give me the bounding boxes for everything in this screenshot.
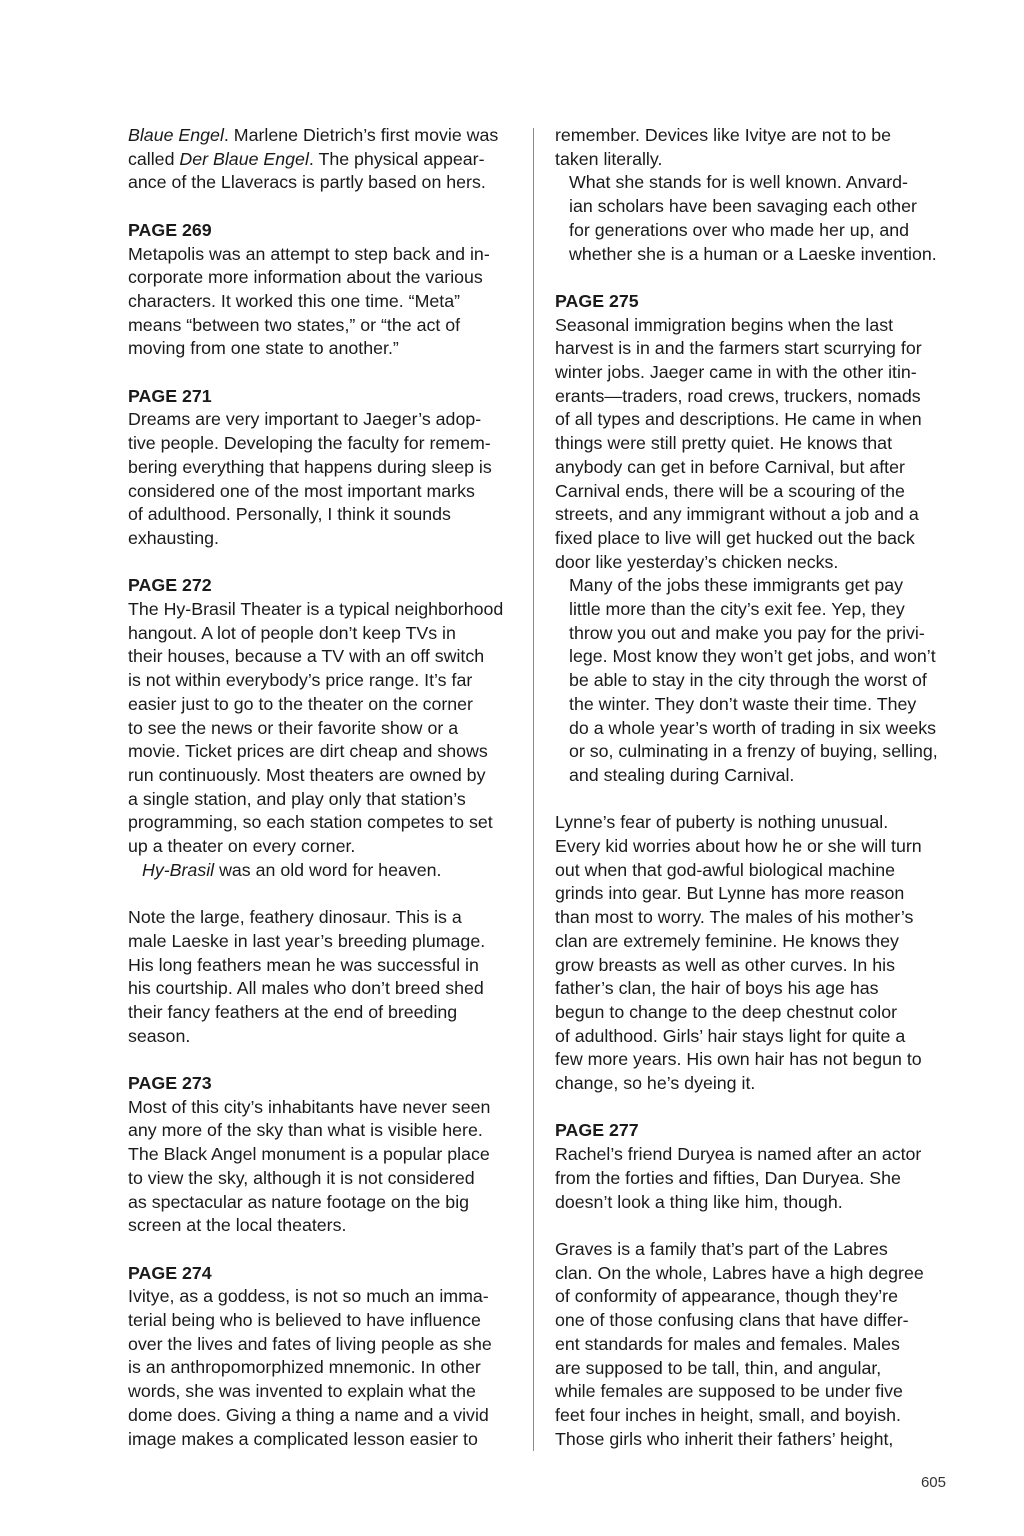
text-line: Every kid worries about how he or she will turn (555, 836, 922, 857)
text-line: remember. Devices like Ivitye are not to be (555, 125, 892, 145)
text-line: erants—traders, road crews, truckers, nomads (555, 385, 921, 406)
text-line: Most of this city’s inhabitants have never seen (128, 1096, 491, 1117)
section-heading-page-275: PAGE 275 (555, 290, 639, 311)
text-line: Lynne’s fear of puberty is nothing unusual. (555, 812, 889, 833)
text-line: terial being who is believed to have influence (128, 1310, 481, 1331)
text-line: up a theater on every corner. (128, 836, 356, 857)
text-line: called Der Blaue Engel. The physical appear- (128, 148, 485, 169)
text-line: Rachel’s friend Duryea is named after an actor (555, 1144, 922, 1165)
text-line: Those girls who inherit their fathers’ height, (555, 1428, 894, 1449)
text-line: while females are supposed to be under five (555, 1381, 903, 1402)
text-line: doesn’t look a thing like him, though. (555, 1191, 843, 1212)
intro-paragraph (128, 124, 520, 195)
text-line: tive people. Developing the faculty for remem- (128, 433, 491, 454)
text-line: easier just to go to the theater on the corner (128, 693, 473, 714)
text-line: Ivitye, as a goddess, is not so much an imma- (128, 1286, 489, 1307)
lynne-paragraph (555, 811, 947, 1095)
italic-title: Der Blaue Engel (179, 148, 309, 169)
text-line: grinds into gear. But Lynne has more reason (555, 883, 905, 904)
text-line: little more than the city’s exit fee. Yep, they (569, 599, 905, 620)
text-line: Dreams are very important to Jaeger’s adop- (128, 409, 482, 430)
text-line: their houses, because a TV with an off switch (128, 646, 485, 667)
italic-title: Hy-Brasil (142, 859, 215, 880)
text-line: dome does. Giving a thing a name and a vivid (128, 1404, 489, 1425)
text-line: throw you out and make you pay for the privi- (569, 622, 925, 643)
section-note-page-272: Hy-Brasil was an old word for heaven. (142, 859, 442, 880)
text-line: to see the news or their favorite show or a (128, 717, 459, 738)
section-body-page-269 (128, 243, 520, 362)
text-line: of adulthood. Personally, I think it sounds (128, 504, 451, 525)
text-line: streets, and any immigrant without a job and a (555, 504, 919, 525)
right-column (555, 124, 947, 1451)
text-line: moving from one state to another.” (128, 338, 399, 359)
text-line: movie. Ticket prices are dirt cheap and shows (128, 741, 488, 762)
text-line: image makes a complicated lesson easier to (128, 1428, 478, 1449)
text-line: male Laeske in last year’s breeding plumage. (128, 930, 486, 951)
text-line: Seasonal immigration begins when the last (555, 314, 894, 335)
text-line: things were still pretty quiet. He knows that (555, 433, 893, 454)
text-line: fixed place to live will get hucked out the back (555, 527, 915, 548)
text-line: The Black Angel monument is a popular place (128, 1144, 490, 1165)
text-line: and stealing during Carnival. (569, 764, 795, 785)
dinosaur-note (128, 906, 520, 1048)
text-line: Graves is a family that’s part of the Labres (555, 1238, 888, 1259)
text-line: harvest is in and the farmers start scurrying for (555, 338, 922, 359)
text-line: ian scholars have been savaging each other (569, 196, 917, 217)
section-heading-page-269: PAGE 269 (128, 219, 212, 240)
text-line: of conformity of appearance, though they’re (555, 1286, 898, 1307)
text-line: from the forties and fifties, Dan Duryea. She (555, 1167, 901, 1188)
text-line: or so, culminating in a frenzy of buying, selling, (569, 741, 938, 762)
text-line: bering everything that happens during sleep is (128, 456, 492, 477)
text-line: to view the sky, although it is not considered (128, 1167, 475, 1188)
text-line: Metapolis was an attempt to step back and in- (128, 243, 490, 264)
text-line: taken literally. (555, 148, 663, 169)
continued-paragraph-indented (555, 171, 947, 266)
text-line: words, she was invented to explain what the (128, 1381, 476, 1402)
text-line: out when that god-awful biological machine (555, 859, 896, 880)
text-line: a single station, and play only that station’s (128, 788, 466, 809)
text-line: his courtship. All males who don’t breed shed (128, 978, 484, 999)
text-line: What she stands for is well known. Anvard- (569, 172, 908, 193)
text-line: corporate more information about the various (128, 267, 483, 288)
text-line: Note the large, feathery dinosaur. This is a (128, 907, 462, 928)
text-line: clan are extremely feminine. He knows they (555, 930, 899, 951)
section-body-page-273 (128, 1096, 520, 1238)
text-line: father’s clan, the hair of boys his age has (555, 978, 879, 999)
text-line: programming, so each station competes to set (128, 812, 493, 833)
continued-paragraph (555, 124, 947, 171)
left-column (128, 124, 520, 1451)
text-line: be able to stay in the city through the worst of (569, 670, 927, 691)
section-body-page-271 (128, 408, 520, 550)
italic-title: Blaue Engel (128, 125, 224, 145)
text-line: one of those confusing clans that have differ- (555, 1310, 909, 1331)
column-divider (533, 128, 534, 1451)
text-line: do a whole year’s worth of trading in six weeks (569, 717, 937, 738)
text-line: is not within everybody’s price range. It’s far (128, 670, 473, 691)
text-line: of all types and descriptions. He came in when (555, 409, 922, 430)
text-line: run continuously. Most theaters are owned by (128, 764, 486, 785)
section-heading-page-271: PAGE 271 (128, 385, 212, 406)
text-line: whether she is a human or a Laeske invention. (569, 243, 937, 264)
text-line: clan. On the whole, Labres have a high degree (555, 1262, 924, 1283)
section-heading-page-272: PAGE 272 (128, 575, 212, 596)
text-line: Carnival ends, there will be a scouring of the (555, 480, 905, 501)
text-line: season. (128, 1025, 191, 1046)
text-line: winter jobs. Jaeger came in with the other itin- (555, 362, 917, 383)
text-line: of adulthood. Girls’ hair stays light for quite a (555, 1025, 906, 1046)
section-heading-page-274: PAGE 274 (128, 1262, 212, 1283)
section-heading-page-277: PAGE 277 (555, 1120, 639, 1141)
text-line: for generations over who made her up, and (569, 219, 910, 240)
text-line: change, so he’s dyeing it. (555, 1073, 756, 1094)
text-line: anybody can get in before Carnival, but after (555, 456, 905, 477)
text-line: over the lives and fates of living people as she (128, 1333, 492, 1354)
text-line: the winter. They don’t waste their time. They (569, 693, 917, 714)
text-line: ent standards for males and females. Males (555, 1333, 900, 1354)
text-line: lege. Most know they won’t get jobs, and won’t (569, 646, 936, 667)
text-line: characters. It worked this one time. “Meta” (128, 290, 461, 311)
page-number: 605 (920, 1474, 946, 1491)
text-line: considered one of the most important marks (128, 480, 475, 501)
text-line: few more years. His own hair has not begun to (555, 1049, 922, 1070)
text-line: The Hy-Brasil Theater is a typical neighborhood (128, 599, 504, 620)
section-body-page-275 (555, 314, 947, 575)
text-line: are supposed to be tall, thin, and angular, (555, 1357, 882, 1378)
text-line: begun to change to the deep chestnut color (555, 1001, 898, 1022)
text-line: as spectacular as nature footage on the big (128, 1191, 470, 1212)
section-body-page-275-indented (555, 574, 947, 787)
text-line: any more of the sky than what is visible here. (128, 1120, 483, 1141)
section-body-page-274 (128, 1285, 520, 1451)
text-line: screen at the local theaters. (128, 1215, 347, 1236)
section-body-page-277 (555, 1143, 947, 1214)
graves-paragraph (555, 1238, 947, 1451)
text-line: ance of the Llaveracs is partly based on hers. (128, 172, 486, 193)
text-line: feet four inches in height, small, and boyish. (555, 1404, 901, 1425)
text-line: door like yesterday’s chicken necks. (555, 551, 839, 572)
text-line: means “between two states,” or “the act of (128, 314, 461, 335)
text-line: than most to worry. The males of his mother’s (555, 907, 914, 928)
section-body-page-272 (128, 598, 520, 859)
text-line: is an anthropomorphized mnemonic. In other (128, 1357, 481, 1378)
text-line: Many of the jobs these immigrants get pay (569, 575, 904, 596)
text-line: their fancy feathers at the end of breeding (128, 1001, 458, 1022)
text-line: Blaue Engel. Marlene Dietrich’s first movie was (128, 125, 499, 145)
text-line: grow breasts as well as other curves. In his (555, 954, 895, 975)
text-line: exhausting. (128, 527, 219, 548)
text-line: His long feathers mean he was successful in (128, 954, 479, 975)
section-heading-page-273: PAGE 273 (128, 1073, 212, 1094)
text-line: hangout. A lot of people don’t keep TVs in (128, 622, 456, 643)
